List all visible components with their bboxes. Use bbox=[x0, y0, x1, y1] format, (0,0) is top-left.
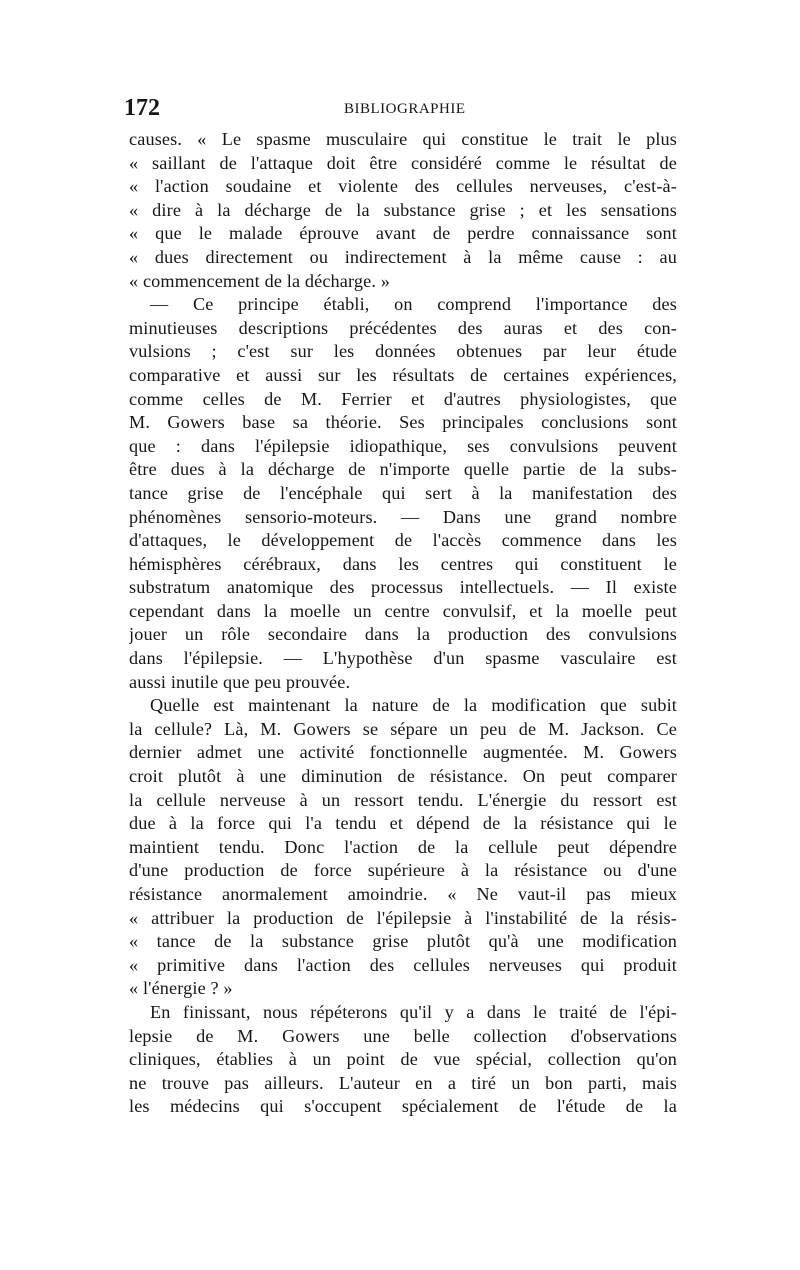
text-line: comme celles de M. Ferrier et d'autres physiologistes, que bbox=[129, 388, 677, 409]
text-line: dernier admet une activité fonctionnelle augmentée. M. Gowers bbox=[129, 742, 677, 763]
text-line: M. Gowers base sa théorie. Ses principales conclusions sont bbox=[129, 412, 677, 433]
text-line: cliniques, établies à un point de vue spécial, collection qu'on bbox=[129, 1049, 677, 1070]
text-line: lepsie de M. Gowers une belle collection d'observations bbox=[129, 1025, 677, 1046]
text-line: « tance de la substance grise plutôt qu'à une modification bbox=[129, 931, 677, 952]
text-line: due à la force qui l'a tendu et dépend de la résistance qui le bbox=[129, 813, 677, 834]
text-line: comparative et aussi sur les résultats de certaines expériences, bbox=[129, 364, 677, 385]
text-line: résistance anormalement amoindrie. « Ne vaut-il pas mieux bbox=[129, 884, 677, 904]
text-line: « que le malade éprouve avant de perdre connaissance sont bbox=[129, 223, 677, 244]
text-line: les médecins qui s'occupent spécialement de l'étude de la bbox=[129, 1096, 677, 1117]
text-line: vulsions ; c'est sur les données obtenues par leur étude bbox=[129, 341, 677, 362]
text-line: substratum anatomique des processus intellectuels. — Il existe bbox=[129, 577, 677, 598]
text-line: être dues à la décharge de n'importe quelle partie de la subs- bbox=[129, 459, 677, 480]
text-line: d'une production de force supérieure à la résistance ou d'une bbox=[129, 860, 677, 881]
running-head: BIBLIOGRAPHIE bbox=[344, 101, 466, 117]
text-line: jouer un rôle secondaire dans la production des convulsions bbox=[129, 624, 677, 645]
text-line: « l'énergie ? » bbox=[129, 978, 233, 999]
text-line: cependant dans la moelle un centre convulsif, et la moelle peut bbox=[129, 600, 677, 621]
page-number: 172 bbox=[124, 95, 160, 121]
text-line: minutieuses descriptions précédentes des auras et des con- bbox=[129, 317, 677, 338]
text-line: « dues directement ou indirectement à la même cause : au bbox=[129, 246, 677, 267]
page-header bbox=[124, 95, 684, 125]
text-line: « attribuer la production de l'épilepsie à l'instabilité de la résis- bbox=[129, 907, 677, 928]
text-line: hémisphères cérébraux, dans les centres qui constituent le bbox=[129, 553, 677, 574]
text-line: la cellule nerveuse à un ressort tendu. L'énergie du ressort est bbox=[129, 789, 677, 810]
text-line: phénomènes sensorio-moteurs. — Dans une grand nombre bbox=[129, 506, 677, 527]
text-line: la cellule? Là, M. Gowers se sépare un peu de M. Jackson. Ce bbox=[129, 718, 677, 739]
text-line: « l'action soudaine et violente des cellules nerveuses, c'est-à- bbox=[129, 176, 677, 197]
text-line: causes. « Le spasme musculaire qui constitue le trait le plus bbox=[129, 129, 677, 149]
text-line: ne trouve pas ailleurs. L'auteur en a tiré un bon parti, mais bbox=[129, 1072, 677, 1093]
text-line: En finissant, nous répéterons qu'il y a dans le traité de l'épi- bbox=[150, 1001, 677, 1022]
text-line: « saillant de l'attaque doit être considéré comme le résultat de bbox=[129, 152, 677, 173]
text-line: aussi inutile que peu prouvée. bbox=[129, 671, 351, 692]
text-line: « commencement de la décharge. » bbox=[129, 270, 390, 291]
text-line: dans l'épilepsie. — L'hypothèse d'un spasme vasculaire est bbox=[129, 648, 677, 669]
text-line: « primitive dans l'action des cellules nerveuses qui produit bbox=[129, 954, 677, 975]
text-line: « dire à la décharge de la substance grise ; et les sensations bbox=[129, 199, 677, 220]
text-line: maintient tendu. Donc l'action de la cellule peut dépendre bbox=[129, 836, 677, 857]
text-line: Quelle est maintenant la nature de la modification que subit bbox=[150, 695, 677, 716]
body-text bbox=[129, 128, 677, 1119]
text-line: tance grise de l'encéphale qui sert à la manifestation des bbox=[129, 482, 677, 503]
text-line: que : dans l'épilepsie idiopathique, ses convulsions peuvent bbox=[129, 435, 677, 456]
text-line: — Ce principe établi, on comprend l'importance des bbox=[150, 294, 677, 315]
text-line: croit plutôt à une diminution de résistance. On peut comparer bbox=[129, 766, 677, 787]
text-line: d'attaques, le développement de l'accès commence dans les bbox=[129, 530, 677, 551]
